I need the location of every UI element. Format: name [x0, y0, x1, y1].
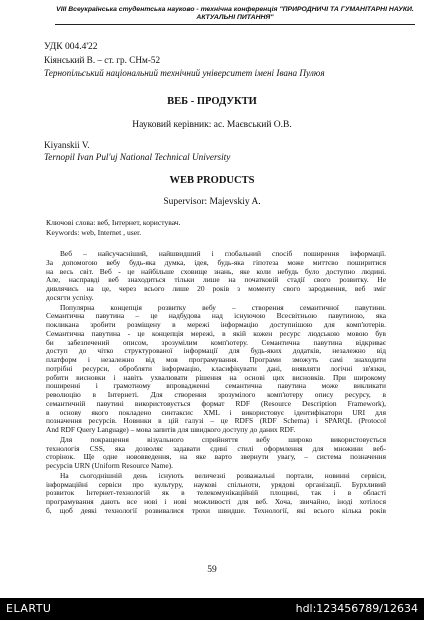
- text-line: семантичній павутині використовується формат RDF (Resource Description Framework),: [46, 399, 386, 408]
- paragraph: [46, 472, 386, 516]
- text-line: поширенні і грамотному впровадженні семантична павутина може викликати: [46, 382, 386, 391]
- text-line: Для покращення візуального сприйняття вебу широко використовується: [60, 435, 386, 444]
- text-line: на весь світ. Веб - це найбільше сховище знань, яке коли небудь було доступно людині.: [46, 267, 386, 276]
- handle-id: hdl:123456789/12634: [295, 602, 418, 615]
- text-line: And RDF Query Language) – мова запитів для швидкого доступу до даних RDF.: [46, 426, 296, 434]
- text-line: дивлячись на це, через всього лише 20 років з моменту свого зародження, веб зміг: [46, 285, 386, 293]
- repository-name: ELARTU: [6, 602, 52, 615]
- text-line: Веб – найсучасніший, найшвидший і глобальний спосіб поширення інформації.: [60, 250, 386, 258]
- text-line: Семантична павутина – це надбудова над існуючою Всесвітньою павутиною, яка: [46, 312, 386, 321]
- keywords-en: Keywords: web, Internet , user.: [46, 228, 142, 237]
- conference-header: VIII Всеукраїнська студентська науково - технічна конференція "ПРИРОДНИЧІ ТА ГУМАНІТАРНІ НАУКИ. АКТУАЛЬНІ ПИТАННЯ": [55, 6, 415, 25]
- text-line: б, щоб деякі технології розвивалися трохи швидше. Технології, які всього кілька років: [46, 506, 386, 515]
- text-line: розвиток Інтернет-технологій як в телекомунікаційній площині, так і в області: [46, 489, 386, 498]
- title-ua: ВЕБ - ПРОДУКТИ: [167, 96, 257, 107]
- text-line: робити висновки і навіть ухвалювати рішення на основі цих висновків. При широкому: [46, 373, 386, 382]
- viewer-footer-bar: [0, 598, 424, 620]
- paragraph: [46, 250, 386, 303]
- text-line: На сьогоднішній день існують величезні розважальні портали, новинні сервіси,: [60, 471, 386, 480]
- paragraph: [46, 436, 386, 471]
- text-line: За допомогою вебу будь-яка думка, ідея, будь-яка гіпотеза може миттєво поширитися: [46, 258, 386, 267]
- udk-code: УДК 004.4'22: [44, 42, 98, 52]
- text-line: програмування дають все нові і нові можливості для веб. Хоча, звичайно, іноді хотілося: [46, 498, 386, 506]
- text-line: би забезпечений описом, зрозумілим комп'ютеру. Семантична павутина відкриває: [46, 338, 386, 347]
- institution-ua: Тернопільський національний технічний університет імені Івана Пулюя: [44, 68, 325, 78]
- text-line: Але, насправді веб знаходиться тільки лише на початковій стадії свого розвитку. Не: [46, 276, 386, 285]
- institution-en: Ternopil Ivan Pul'uj National Technical University: [44, 152, 231, 162]
- text-line: доступ до чітко структурованої інформації для будь-яких додатків, незалежно від: [46, 347, 386, 356]
- author-ua: Кіянський В. – ст. гр. СНм-52: [44, 55, 161, 65]
- text-line: досягти успіху.: [46, 293, 94, 302]
- text-line: революцію в Інтернеті. Для створення зрозумілого комп'ютеру опису ресурсу, в: [46, 391, 386, 399]
- text-line: інформаційні сервіси про культуру, наукові спільноти, урядові організації. Бурхливий: [46, 480, 386, 489]
- text-line: позначення ресурсів. Новинки в цій галузі – це RDFS (RDF Schema) і SPARQL (Protocol: [46, 417, 386, 426]
- text-line: платформ і незалежно від мов програмування. Програми зможуть самі знаходити: [46, 356, 386, 364]
- text-line: ресурсів URN (Uniform Resource Name).: [46, 462, 173, 470]
- supervisor-ua: Науковий керівник: ас. Маєвський О.В.: [132, 120, 292, 130]
- text-line: Популярна концепція розвитку вебу – створення семантичної павутини.: [60, 303, 386, 312]
- text-line: потрібні ресурси, обробляти інформацію, класифікувати дані, виявляти логічні зв'язки,: [46, 364, 386, 373]
- author-en: Kiyanskii V.: [44, 140, 90, 150]
- paragraph: [46, 304, 386, 435]
- text-line: технологія CSS, яка дозволяє задавати єдині стилі оформлення для множини веб-: [46, 444, 386, 453]
- page-number: 59: [207, 565, 217, 575]
- title-en: WEB PRODUCTS: [169, 175, 255, 186]
- text-line: Семантична павутина - це концепція мережі, в якій кожен ресурс людською мовою був: [46, 329, 386, 338]
- text-line: в основу якого покладено синтаксис XML і використовує ідентифікатори URI для: [46, 408, 386, 417]
- article-body: [46, 250, 386, 517]
- text-line: покликана зробити розміщену в мережі інформацію доступнішою для комп'ютерів.: [46, 321, 386, 329]
- text-line: сторінок. Ще одне нововведення, на яке варто звернути увагу, – система позначення: [46, 453, 386, 462]
- supervisor-en: Supervisor: Majevskiy A.: [163, 197, 261, 207]
- keywords-ua: Ключові слова: веб, Інтернет, користувач.: [46, 218, 181, 227]
